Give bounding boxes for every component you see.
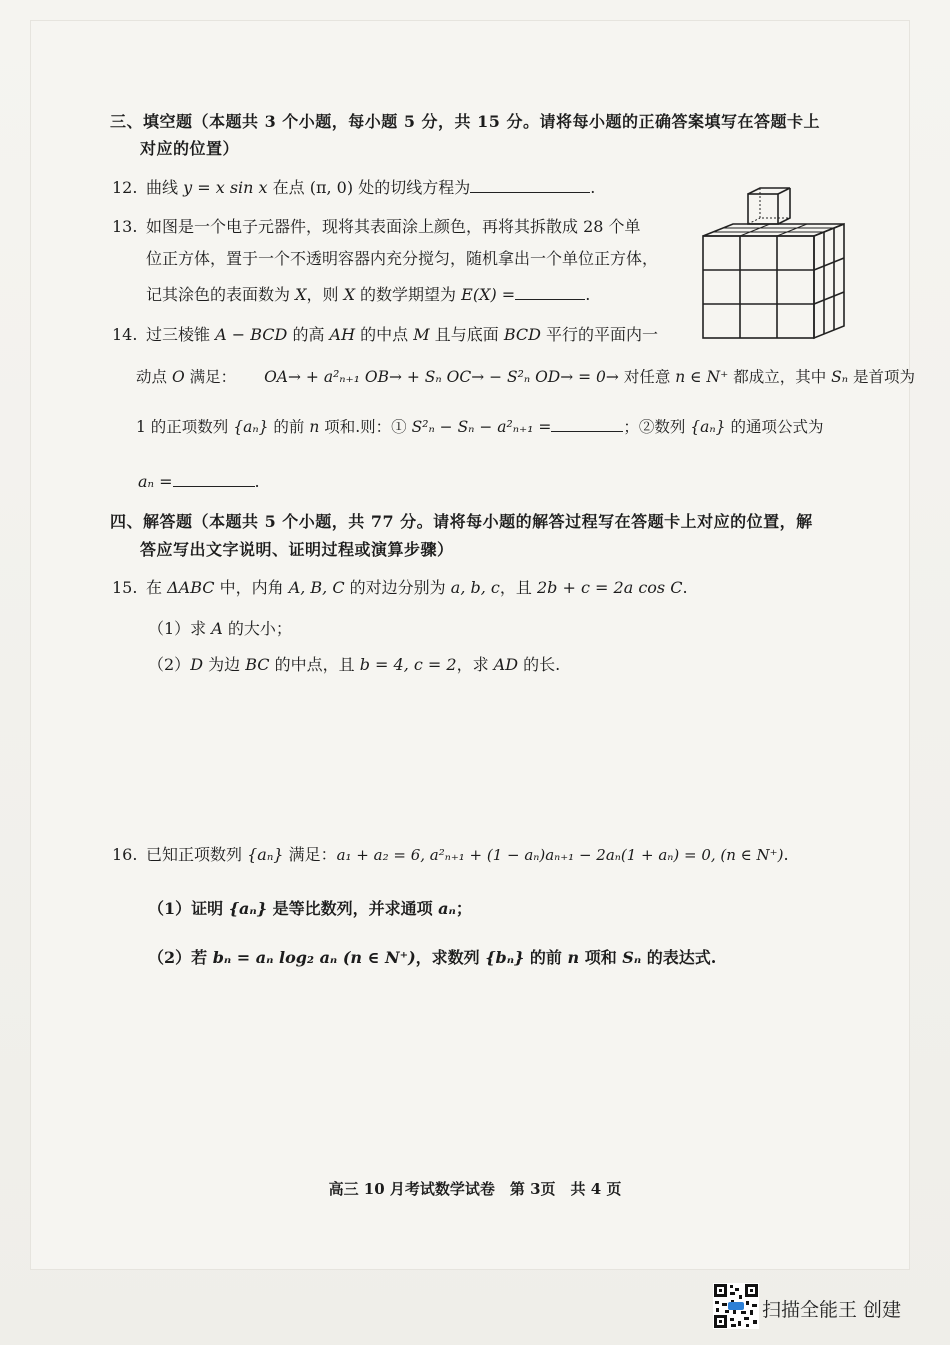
block-side bbox=[814, 224, 844, 338]
qr-code-icon bbox=[713, 1283, 759, 1329]
question-14-line3 bbox=[136, 415, 823, 439]
block-top bbox=[703, 224, 844, 236]
q14-text-e: 平行的平面内一 bbox=[540, 325, 659, 344]
q13-var-x: X bbox=[295, 285, 307, 304]
q16-part2 bbox=[148, 946, 716, 970]
q15-sides: a, b, c bbox=[450, 578, 500, 597]
q16-seq: {aₙ} bbox=[247, 845, 284, 864]
q15-end: . bbox=[682, 578, 688, 597]
q16-p2-b: 的前 bbox=[524, 948, 568, 967]
q15-text-d: ，且 bbox=[499, 578, 537, 597]
q14-seq: {aₙ} bbox=[233, 418, 269, 436]
q14-tetra: A − BCD bbox=[215, 325, 288, 344]
q16-p2-seq: {bₙ} bbox=[485, 948, 525, 967]
q14-base: BCD bbox=[503, 325, 541, 344]
q15-text-c: 的对边分别为 bbox=[344, 578, 451, 597]
scanner-watermark: 扫描全能王 创建 bbox=[762, 1299, 902, 1321]
q13-var-x2: X bbox=[343, 285, 355, 304]
cube-figure bbox=[698, 186, 850, 342]
q16-p2-a: ，求数列 bbox=[415, 948, 486, 967]
q13-number: 13. bbox=[112, 217, 138, 236]
q13-line1-text: 如图是一个电子元器件，现将其表面涂上颜色，再将其拆散成 28 个单 bbox=[146, 217, 641, 236]
q12-end: . bbox=[590, 178, 596, 197]
q14-point-o: O bbox=[171, 368, 185, 386]
q16-p2-n: n bbox=[567, 948, 580, 967]
q14-text-a: 过三棱锥 bbox=[146, 325, 216, 344]
q13-expectation: E(X) = bbox=[461, 285, 516, 304]
q16-p2-d: 的表达式. bbox=[641, 948, 717, 967]
question-16 bbox=[112, 843, 789, 867]
question-13-line2: 位正方体，置于一个不透明容器内充分搅匀，随机拿出一个单位正方体， bbox=[146, 249, 659, 268]
q15-part1 bbox=[148, 617, 292, 641]
question-13-line3 bbox=[146, 283, 590, 307]
q15-p2-c: ，求 bbox=[456, 655, 494, 674]
q15-p2-a: 为边 bbox=[203, 655, 246, 674]
section3-heading-cont: 对应的位置） bbox=[140, 139, 240, 158]
question-13-line1 bbox=[112, 215, 641, 239]
q14-l3-b: 的前 bbox=[268, 418, 310, 436]
q15-p2-d: 的长. bbox=[518, 655, 561, 674]
q15-condition: 2b + c = 2a cos C bbox=[536, 578, 683, 597]
q13-line3-text: 记其涂色的表面数为 bbox=[146, 285, 296, 304]
q15-p1-label: （1）求 bbox=[148, 619, 212, 638]
q16-p1-label: （1）证明 bbox=[148, 899, 229, 918]
q15-p2-bc: BC bbox=[245, 655, 270, 674]
q15-p2-label: （2） bbox=[148, 655, 191, 674]
q16-p1-seq: {aₙ} bbox=[228, 899, 267, 918]
top-cube-top bbox=[748, 188, 790, 194]
q16-text-b: 满足： bbox=[283, 845, 337, 864]
q14-height: AH bbox=[329, 325, 356, 344]
q15-p2-ad: AD bbox=[493, 655, 519, 674]
q15-p2-var: D bbox=[190, 655, 204, 674]
q14-text-b: 的高 bbox=[287, 325, 330, 344]
q14-l2-b: 满足： bbox=[184, 368, 237, 386]
q15-angles: A, B, C bbox=[288, 578, 345, 597]
q14-text-d: 且与底面 bbox=[429, 325, 504, 344]
q14-sn: Sₙ bbox=[831, 368, 849, 386]
question-15 bbox=[112, 576, 688, 600]
q14-l2-d: 都成立，其中 bbox=[728, 368, 832, 386]
q14-number: 14. bbox=[112, 325, 138, 344]
q16-p1-a: 是等比数列，并求通项 bbox=[267, 899, 439, 918]
q16-p2-label: （2）若 bbox=[148, 948, 213, 967]
q14-l2-c: 对任意 bbox=[618, 368, 676, 386]
q14-l3-d: ；②数列 bbox=[623, 418, 691, 436]
q15-text-a: 在 bbox=[146, 578, 168, 597]
q14-l3-c: 项和.则：① bbox=[319, 418, 412, 436]
q15-p2-b: 的中点，且 bbox=[269, 655, 360, 674]
q16-end: . bbox=[783, 845, 789, 864]
q13-line3-text-c: 的数学期望为 bbox=[354, 285, 462, 304]
q13-answer-blank[interactable] bbox=[515, 283, 585, 300]
q12-text: 曲线 bbox=[146, 178, 184, 197]
q16-p1-end: ； bbox=[455, 899, 472, 918]
q14-midpoint: M bbox=[413, 325, 430, 344]
q16-text-a: 已知正项数列 bbox=[146, 845, 248, 864]
q14-answer-blank-1[interactable] bbox=[551, 415, 623, 432]
q14-an: aₙ = bbox=[138, 472, 173, 491]
q12-curve: y = x sin x bbox=[183, 178, 268, 197]
q14-answer-blank-2[interactable] bbox=[173, 470, 255, 487]
question-14-line4 bbox=[138, 470, 260, 494]
q12-text-c: 处的切线方程为 bbox=[353, 178, 471, 197]
q14-end: . bbox=[254, 472, 260, 491]
q16-p2-c: 项和 bbox=[579, 948, 623, 967]
q14-n: n bbox=[309, 418, 320, 436]
q15-text-b: 中，内角 bbox=[214, 578, 289, 597]
q16-p2-s: Sₙ bbox=[622, 948, 642, 967]
page-footer: 高三 10 月考试数学试卷 第 3页 共 4 页 bbox=[328, 1180, 622, 1198]
section3-heading: 三、填空题（本题共 3 个小题，每小题 5 分，共 15 分。请将每小题的正确答案填写在答题卡上 bbox=[110, 112, 820, 131]
q16-p1-an: aₙ bbox=[438, 899, 456, 918]
question-12 bbox=[112, 176, 595, 200]
section4-heading: 四、解答题（本题共 5 个小题，共 77 分。请将每小题的解答过程写在答题卡上对应的位置，解 bbox=[110, 512, 813, 531]
q16-number: 16. bbox=[112, 845, 138, 864]
q15-p1-var: A bbox=[211, 619, 223, 638]
block-front bbox=[703, 236, 814, 338]
q14-expr: S²ₙ − Sₙ − a²ₙ₊₁ = bbox=[411, 418, 552, 436]
q14-seq2: {aₙ} bbox=[690, 418, 726, 436]
q15-p1-end: 的大小； bbox=[222, 619, 292, 638]
question-14-line2 bbox=[136, 365, 915, 389]
q12-number: 12. bbox=[112, 178, 138, 197]
q14-l3-e: 的通项公式为 bbox=[725, 418, 824, 436]
top-cube-front bbox=[748, 194, 778, 224]
q16-condition: a₁ + a₂ = 6, a²ₙ₊₁ + (1 − aₙ)aₙ₊₁ − 2aₙ(1 + aₙ) = 0, (n ∈ N⁺) bbox=[336, 846, 784, 864]
q16-p2-def: bₙ = aₙ log₂ aₙ (n ∈ N⁺) bbox=[212, 948, 416, 967]
q14-l2-a: 动点 bbox=[136, 368, 172, 386]
q15-part2 bbox=[148, 653, 560, 677]
q14-text-c: 的中点 bbox=[355, 325, 414, 344]
question-14-line1 bbox=[112, 323, 658, 347]
section4-heading-cont: 答应写出文字说明、证明过程或演算步骤） bbox=[140, 540, 454, 559]
q12-point: (π, 0) bbox=[309, 178, 354, 197]
q12-answer-blank[interactable] bbox=[470, 176, 590, 193]
q14-vector-eq: OA→ + a²ₙ₊₁ OB→ + Sₙ OC→ − S²ₙ OD→ = 0→ bbox=[264, 368, 619, 386]
q15-p2-values: b = 4, c = 2 bbox=[359, 655, 457, 674]
q14-n-domain: n ∈ N⁺ bbox=[675, 368, 729, 386]
q14-l3-a: 1 的正项数列 bbox=[136, 418, 234, 436]
q14-l2-e: 是首项为 bbox=[848, 368, 916, 386]
q15-number: 15. bbox=[112, 578, 138, 597]
q13-end: . bbox=[585, 285, 591, 304]
q13-line3-text-b: ，则 bbox=[306, 285, 344, 304]
q16-part1 bbox=[148, 897, 472, 921]
q12-text-b: 在点 bbox=[267, 178, 310, 197]
q15-triangle: ΔABC bbox=[167, 578, 215, 597]
